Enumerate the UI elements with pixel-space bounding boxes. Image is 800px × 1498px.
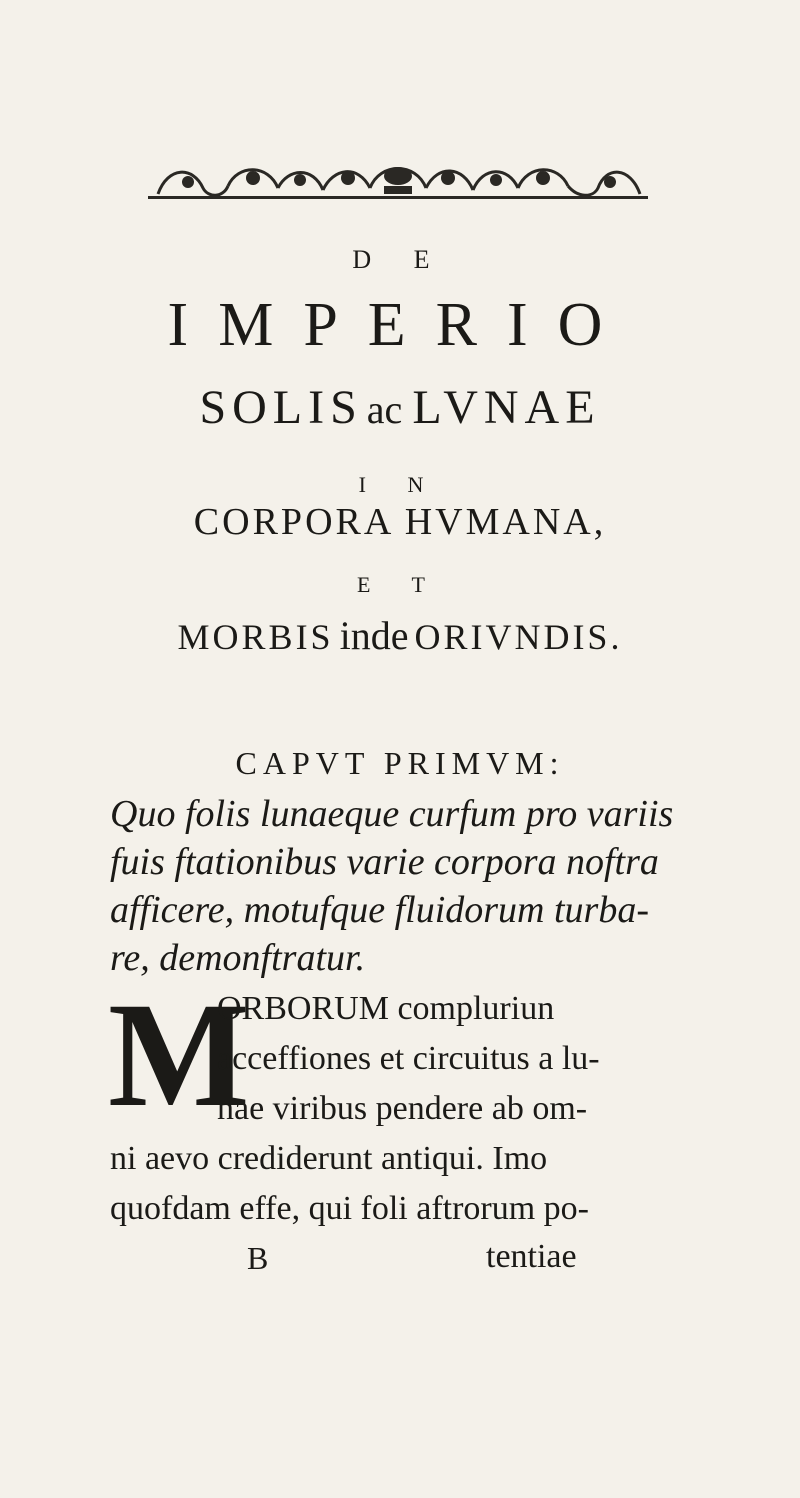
body-line: nae viribus pendere ab om- — [217, 1090, 588, 1127]
drop-capital: M — [108, 972, 250, 1138]
title-imperio: IMPERIO — [167, 291, 633, 359]
chapter-heading: CAPVT PRIMVM: — [235, 745, 565, 781]
title-lunae: LVNAE — [412, 381, 601, 434]
title-de: D E — [352, 245, 448, 274]
summary-line: re, demonftratur. — [110, 937, 366, 979]
body-line: acceffiones et circuitus a lu- — [217, 1040, 600, 1077]
title-inde: inde — [339, 613, 409, 658]
title-morbis — [0, 612, 800, 659]
title-et: E T — [357, 572, 443, 597]
title-morbis-word: MORBIS — [177, 617, 334, 657]
title-solis-lunae — [0, 380, 800, 435]
catchword: tentiae — [486, 1238, 577, 1275]
signature-mark: B — [247, 1240, 269, 1276]
body-line — [217, 990, 554, 1028]
title-orivndis: ORIVNDIS. — [414, 617, 623, 657]
title-corpora: CORPORA HVMANA, — [193, 501, 607, 543]
body-line: ni aevo crediderunt antiqui. Imo — [110, 1140, 548, 1177]
title-ac: ac — [366, 387, 403, 432]
first-word: ORBORUM — [217, 990, 389, 1027]
body-line-text: compluriun — [397, 990, 555, 1027]
summary-line: Quo folis lunaeque curfum pro variis — [110, 793, 674, 835]
title-in: I N — [358, 472, 442, 497]
title-solis: SOLIS — [199, 381, 363, 434]
summary-line: fuis ftationibus varie corpora noftra — [110, 841, 659, 883]
chapter-summary — [110, 790, 730, 982]
body-line: quofdam effe, qui foli aftrorum po- — [110, 1190, 590, 1227]
decorative-headpiece — [148, 158, 648, 204]
summary-line: afficere, motufque fluidorum turba- — [110, 889, 649, 931]
